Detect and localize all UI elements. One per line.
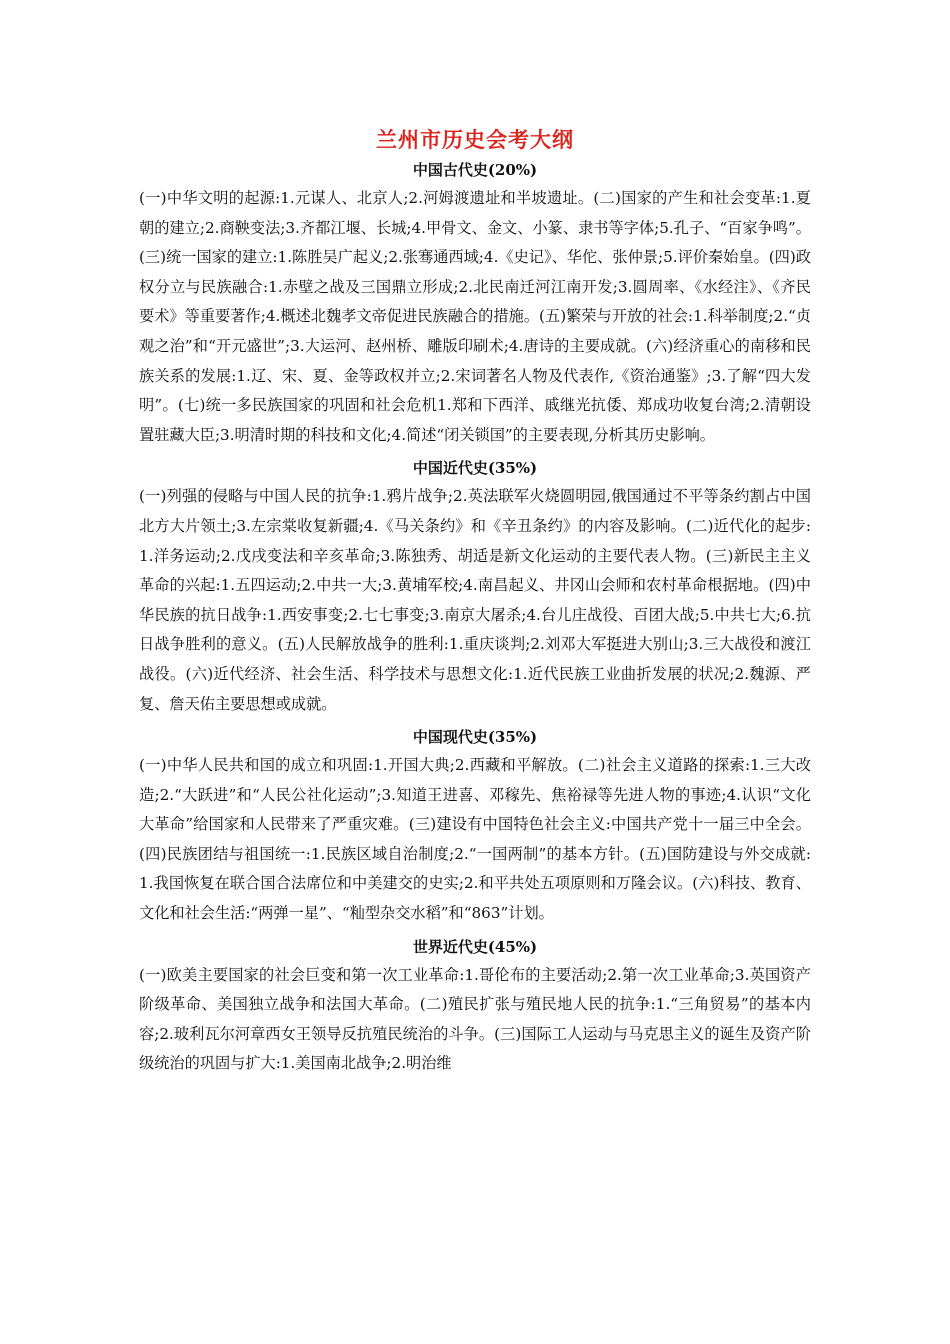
document-page <box>139 124 811 1083</box>
section-heading-ancient-china: 中国古代史(20%) <box>412 161 538 179</box>
section-body-contemporary-china: (一)中华人民共和国的成立和巩固:1.开国大典;2.西藏和平解放。(二)社会主义道路的探索:1.三大改造;2.“大跃进”和“人民公社化运动”;3.知道王进喜、邓稼先、焦裕禄等先进人物的事迹;4.认识“文化大革命”给国家和人民带来了严重灾难。(三)建设有中国特色社会主义:中国共产党十一届三中全会。(四)民族团结与祖国统一:1.民族区域自治制度;2.“一国两制”的基本方针。(五)国防建设与外交成就:1.我国恢复在联合国合法席位和中美建交的史实;2.和平共处五项原则和万隆会议。(六)科技、教育、文化和社会生活:“两弹一星”、“籼型杂交水稻”和“863”计划。 <box>139 756 811 923</box>
document-title: 兰州市历史会考大纲 <box>376 127 574 152</box>
section-body-ancient-china: (一)中华文明的起源:1.元谋人、北京人;2.河姆渡遗址和半坡遗址。(二)国家的产生和社会变革:1.夏朝的建立;2.商鞅变法;3.齐都江堰、长城;4.甲骨文、金文、小篆、隶书等字体;5.孔子、“百家争鸣”。(三)统一国家的建立:1.陈胜吴广起义;2.张骞通西域;4.《史记》、华佗、张仲景;5.评价秦始皇。(四)政权分立与民族融合:1.赤壁之战及三国鼎立形成;2.北民南迁河江南开发;3.圆周率、《水经注》、《齐民要术》等重要著作;4.概述北魏孝文帝促进民族融合的措施。(五)繁荣与开放的社会:1.科举制度;2.“贞观之治”和“开元盛世”;3.大运河、赵州桥、雕版印刷术;4.唐诗的主要成就。(六)经济重心的南移和民族关系的发展:1.辽、宋、夏、金等政权并立;2.宋词著名人物及代表作,《资治通鉴》;3.了解“四大发明”。(七)统一多民族国家的巩固和社会危机1.郑和下西洋、戚继光抗倭、郑成功收复台湾;2.清朝设置驻藏大臣;3.明清时期的科技和文化;4.简述“闭关锁国”的主要表现,分析其历史影响。 <box>139 189 811 444</box>
section-heading-world-modern: 世界近代史(45%) <box>412 937 538 956</box>
section-body-world-modern: (一)欧美主要国家的社会巨变和第一次工业革命:1.哥伦布的主要活动;2.第一次工业革命;3.英国资产阶级革命、美国独立战争和法国大革命。(二)殖民扩张与殖民地人民的抗争:1.“三角贸易”的基本内容;2.玻利瓦尔河章西女王领导反抗殖民统治的斗争。(三)国际工人运动与马克思主义的诞生及资产阶级统治的巩固与扩大:1.美国南北战争;2.明治维 <box>139 965 811 1073</box>
section-body-modern-china: (一)列强的侵略与中国人民的抗争:1.鸦片战争;2.英法联军火烧圆明园,俄国通过不平等条约割占中国北方大片领土;3.左宗棠收复新疆;4.《马关条约》和《辛丑条约》的内容及影响。(二)近代化的起步:1.洋务运动;2.戊戌变法和辛亥革命;3.陈独秀、胡适是新文化运动的主要代表人物。(三)新民主主义革命的兴起:1.五四运动;2.中共一大;3.黄埔军校;4.南昌起义、井冈山会师和农村革命根据地。(四)中华民族的抗日战争:1.西安事变;2.七七事变;3.南京大屠杀;4.台儿庄战役、百团大战;5.中共七大;6.抗日战争胜利的意义。(五)人民解放战争的胜利:1.重庆谈判;2.刘邓大军挺进大别山;3.三大战役和渡江战役。(六)近代经济、社会生活、科学技术与思想文化:1.近代民族工业曲折发展的状况;2.魏源、严复、詹天佑主要思想或成就。 <box>139 487 811 713</box>
section-heading-modern-china: 中国近代史(35%) <box>412 459 538 478</box>
section-heading-contemporary-china: 中国现代史(35%) <box>412 728 538 747</box>
